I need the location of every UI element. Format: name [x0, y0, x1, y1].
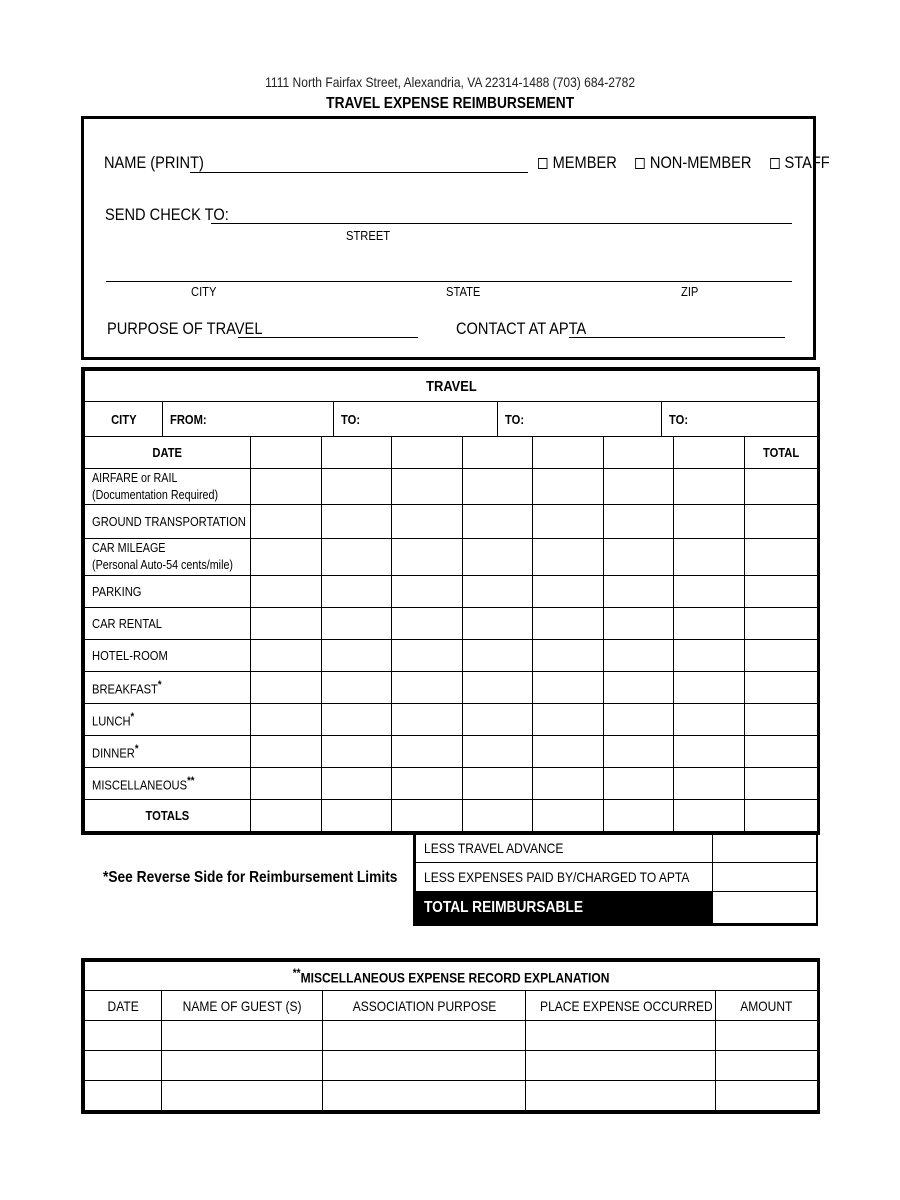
less-advance-label: LESS TRAVEL ADVANCE: [416, 834, 713, 863]
less-paid-amount[interactable]: [713, 863, 817, 892]
travel-heading: TRAVEL: [85, 371, 818, 402]
to-label: TO:: [505, 411, 525, 427]
amount-cell[interactable]: [392, 608, 463, 640]
amount-cell[interactable]: [463, 736, 533, 768]
row-total-cell[interactable]: [745, 704, 818, 736]
totals-label: TOTALS: [85, 800, 251, 832]
amount-cell[interactable]: [674, 576, 745, 608]
amount-cell[interactable]: [322, 672, 392, 704]
amount-cell[interactable]: [604, 704, 674, 736]
amount-cell[interactable]: [604, 736, 674, 768]
organization-address: [0, 74, 900, 90]
name-input-line[interactable]: [190, 172, 528, 173]
city-heading: CITY: [85, 402, 163, 436]
misc-cell[interactable]: [526, 1051, 716, 1081]
total-reimbursable-amount[interactable]: [713, 892, 817, 924]
misc-col-place: PLACE EXPENSE OCCURRED: [526, 991, 716, 1021]
amount-cell[interactable]: [322, 640, 392, 672]
amount-cell[interactable]: [251, 469, 322, 505]
misc-col-purpose: ASSOCIATION PURPOSE: [323, 991, 526, 1021]
contact-input-line[interactable]: [569, 337, 785, 338]
amount-cell[interactable]: [604, 576, 674, 608]
amount-cell[interactable]: [604, 768, 674, 800]
staff-label: STAFF: [784, 153, 830, 172]
less-paid-row: [416, 863, 817, 892]
total-reimbursable-label: TOTAL REIMBURSABLE: [416, 892, 713, 924]
expense-label: AIRFARE or RAIL (Documentation Required): [85, 469, 251, 505]
misc-cell[interactable]: [162, 1051, 323, 1081]
amount-cell[interactable]: [533, 608, 604, 640]
misc-title-row: [85, 962, 818, 991]
amount-cell[interactable]: [533, 469, 604, 505]
contact-label: CONTACT AT APTA: [456, 319, 587, 338]
date-row: [85, 437, 818, 469]
misc-cell[interactable]: [323, 1051, 526, 1081]
amount-cell[interactable]: [463, 469, 533, 505]
amount-cell[interactable]: [674, 736, 745, 768]
expense-label: HOTEL-ROOM: [85, 640, 251, 672]
expense-row-airfare: [85, 469, 818, 505]
date-cell[interactable]: [392, 437, 463, 469]
misc-cell[interactable]: [162, 1081, 323, 1111]
amount-cell[interactable]: [604, 505, 674, 539]
misc-cell[interactable]: [85, 1081, 162, 1111]
misc-cell[interactable]: [526, 1081, 716, 1111]
date-cell[interactable]: [463, 437, 533, 469]
grand-total-cell[interactable]: [745, 800, 818, 832]
totals-row: [85, 800, 818, 832]
misc-cell[interactable]: [716, 1051, 818, 1081]
amount-cell[interactable]: [392, 768, 463, 800]
amount-cell[interactable]: [604, 672, 674, 704]
amount-cell[interactable]: [251, 505, 322, 539]
to-label: TO:: [341, 411, 361, 427]
misc-entry-row: [85, 1021, 818, 1051]
member-label: MEMBER: [552, 153, 617, 172]
amount-cell[interactable]: [463, 505, 533, 539]
amount-cell[interactable]: [674, 469, 745, 505]
column-total-cell[interactable]: [533, 800, 604, 832]
amount-cell[interactable]: [463, 608, 533, 640]
date-cell[interactable]: [322, 437, 392, 469]
misc-col-amount: AMOUNT: [716, 991, 818, 1021]
expense-row-ground-transportation: [85, 505, 818, 539]
to-city-cell-2[interactable]: [498, 402, 662, 436]
date-cell[interactable]: [674, 437, 745, 469]
expense-row-dinner: [85, 736, 818, 768]
amount-cell[interactable]: [533, 640, 604, 672]
amount-cell[interactable]: [604, 539, 674, 576]
row-total-cell[interactable]: [745, 768, 818, 800]
expense-row-hotel-room: [85, 640, 818, 672]
amount-cell[interactable]: [533, 539, 604, 576]
row-total-cell[interactable]: [745, 505, 818, 539]
date-heading: DATE: [85, 437, 251, 469]
amount-cell[interactable]: [322, 736, 392, 768]
travel-expense-table: [84, 370, 818, 832]
row-total-cell[interactable]: [745, 539, 818, 576]
amount-cell[interactable]: [251, 576, 322, 608]
column-total-cell[interactable]: [392, 800, 463, 832]
amount-cell[interactable]: [392, 704, 463, 736]
from-city-cell[interactable]: [163, 402, 334, 436]
amount-cell[interactable]: [604, 469, 674, 505]
amount-cell[interactable]: [392, 640, 463, 672]
expense-row-miscellaneous: [85, 768, 818, 800]
amount-cell[interactable]: [463, 704, 533, 736]
column-total-cell[interactable]: [604, 800, 674, 832]
column-total-cell[interactable]: [251, 800, 322, 832]
amount-cell[interactable]: [251, 704, 322, 736]
name-label: NAME (PRINT): [104, 153, 204, 172]
expense-label: BREAKFAST*: [85, 672, 251, 704]
column-total-cell[interactable]: [674, 800, 745, 832]
summary-table: [415, 833, 817, 924]
expense-label: CAR RENTAL: [85, 608, 251, 640]
amount-cell[interactable]: [392, 469, 463, 505]
misc-cell[interactable]: [162, 1021, 323, 1051]
date-cell[interactable]: [604, 437, 674, 469]
amount-cell[interactable]: [674, 640, 745, 672]
date-cell[interactable]: [251, 437, 322, 469]
travel-heading-row: [85, 371, 818, 402]
amount-cell[interactable]: [251, 736, 322, 768]
row-total-cell[interactable]: [745, 608, 818, 640]
total-heading: TOTAL: [745, 437, 818, 469]
amount-cell[interactable]: [463, 672, 533, 704]
expense-row-parking: [85, 576, 818, 608]
expense-label: DINNER*: [85, 736, 251, 768]
amount-cell[interactable]: [322, 608, 392, 640]
address-text: 1111 North Fairfax Street, Alexandria, VA 22314-1488 (703) 684-2782: [265, 74, 635, 90]
non-member-checkbox[interactable]: [635, 158, 644, 169]
misc-entry-row: [85, 1081, 818, 1111]
amount-cell[interactable]: [674, 608, 745, 640]
amount-cell[interactable]: [322, 704, 392, 736]
amount-cell[interactable]: [251, 768, 322, 800]
less-paid-label: LESS EXPENSES PAID BY/CHARGED TO APTA: [416, 863, 713, 892]
amount-cell[interactable]: [322, 768, 392, 800]
less-advance-row: [416, 834, 817, 863]
expense-row-car-rental: [85, 608, 818, 640]
misc-cell[interactable]: [323, 1081, 526, 1111]
street-label: STREET: [346, 228, 391, 243]
column-total-cell[interactable]: [322, 800, 392, 832]
amount-cell[interactable]: [604, 640, 674, 672]
member-checkbox[interactable]: [538, 158, 547, 169]
contact-info-section: [81, 116, 830, 360]
amount-cell[interactable]: [533, 736, 604, 768]
amount-cell[interactable]: [463, 640, 533, 672]
to-city-cell-1[interactable]: [334, 402, 498, 436]
send-check-label: SEND CHECK TO:: [105, 205, 229, 224]
misc-header-row: [85, 991, 818, 1021]
expense-row-breakfast: [85, 672, 818, 704]
amount-cell[interactable]: [392, 539, 463, 576]
purpose-label: PURPOSE OF TRAVEL: [107, 319, 263, 338]
amount-cell[interactable]: [674, 539, 745, 576]
misc-col-guest: NAME OF GUEST (S): [162, 991, 323, 1021]
amount-cell[interactable]: [392, 736, 463, 768]
total-reimbursable-row: [416, 892, 817, 924]
form-title-text: TRAVEL EXPENSE REIMBURSEMENT: [326, 95, 574, 112]
to-label: TO:: [669, 411, 689, 427]
city-row: [85, 402, 818, 437]
amount-cell[interactable]: [463, 539, 533, 576]
state-label: STATE: [446, 284, 481, 299]
amount-cell[interactable]: [392, 505, 463, 539]
amount-cell[interactable]: [674, 768, 745, 800]
amount-cell[interactable]: [463, 768, 533, 800]
expense-label: PARKING: [85, 576, 251, 608]
misc-col-date: DATE: [85, 991, 162, 1021]
date-cell[interactable]: [533, 437, 604, 469]
membership-options: [538, 153, 830, 173]
amount-cell[interactable]: [533, 704, 604, 736]
to-city-cell-3[interactable]: [662, 402, 817, 436]
expense-label: CAR MILEAGE (Personal Auto-54 cents/mile): [85, 539, 251, 576]
amount-cell[interactable]: [533, 505, 604, 539]
amount-cell[interactable]: [392, 576, 463, 608]
expense-row-car-mileage: [85, 539, 818, 576]
from-label: FROM:: [170, 411, 207, 427]
non-member-label: NON-MEMBER: [649, 153, 752, 172]
zip-label: ZIP: [681, 284, 699, 299]
misc-cell[interactable]: [716, 1021, 818, 1051]
amount-cell[interactable]: [251, 608, 322, 640]
city-state-zip-input-line[interactable]: [106, 281, 792, 282]
misc-expense-section: [81, 958, 820, 1114]
city-label: CITY: [191, 284, 217, 299]
expense-label: MISCELLANEOUS**: [85, 768, 251, 800]
expense-row-lunch: [85, 704, 818, 736]
misc-cell[interactable]: [85, 1051, 162, 1081]
amount-cell[interactable]: [674, 704, 745, 736]
reimbursement-limits-note: *See Reverse Side for Reimbursement Limits: [103, 869, 398, 886]
amount-cell[interactable]: [533, 576, 604, 608]
amount-cell[interactable]: [322, 576, 392, 608]
street-input-line[interactable]: [211, 223, 792, 224]
less-advance-amount[interactable]: [713, 834, 817, 863]
amount-cell[interactable]: [392, 672, 463, 704]
amount-cell[interactable]: [533, 672, 604, 704]
travel-expense-section: [81, 367, 820, 835]
amount-cell[interactable]: [533, 768, 604, 800]
misc-title: **MISCELLANEOUS EXPENSE RECORD EXPLANATION: [85, 962, 818, 991]
amount-cell[interactable]: [674, 672, 745, 704]
amount-cell[interactable]: [251, 640, 322, 672]
expense-label: LUNCH*: [85, 704, 251, 736]
amount-cell[interactable]: [322, 469, 392, 505]
purpose-input-line[interactable]: [238, 337, 418, 338]
misc-entry-row: [85, 1051, 818, 1081]
amount-cell[interactable]: [322, 505, 392, 539]
misc-cell[interactable]: [85, 1021, 162, 1051]
misc-cell[interactable]: [526, 1021, 716, 1051]
row-total-cell[interactable]: [745, 640, 818, 672]
amount-cell[interactable]: [674, 505, 745, 539]
row-total-cell[interactable]: [745, 469, 818, 505]
misc-expense-table: [84, 961, 818, 1111]
misc-cell[interactable]: [323, 1021, 526, 1051]
staff-checkbox[interactable]: [770, 158, 779, 169]
amount-cell[interactable]: [463, 576, 533, 608]
column-total-cell[interactable]: [463, 800, 533, 832]
form-title: [0, 95, 900, 113]
reimbursement-summary: [413, 832, 818, 926]
amount-cell[interactable]: [322, 539, 392, 576]
amount-cell[interactable]: [251, 539, 322, 576]
misc-cell[interactable]: [716, 1081, 818, 1111]
row-total-cell[interactable]: [745, 736, 818, 768]
amount-cell[interactable]: [604, 608, 674, 640]
row-total-cell[interactable]: [745, 672, 818, 704]
row-total-cell[interactable]: [745, 576, 818, 608]
amount-cell[interactable]: [251, 672, 322, 704]
expense-label: GROUND TRANSPORTATION: [85, 505, 251, 539]
